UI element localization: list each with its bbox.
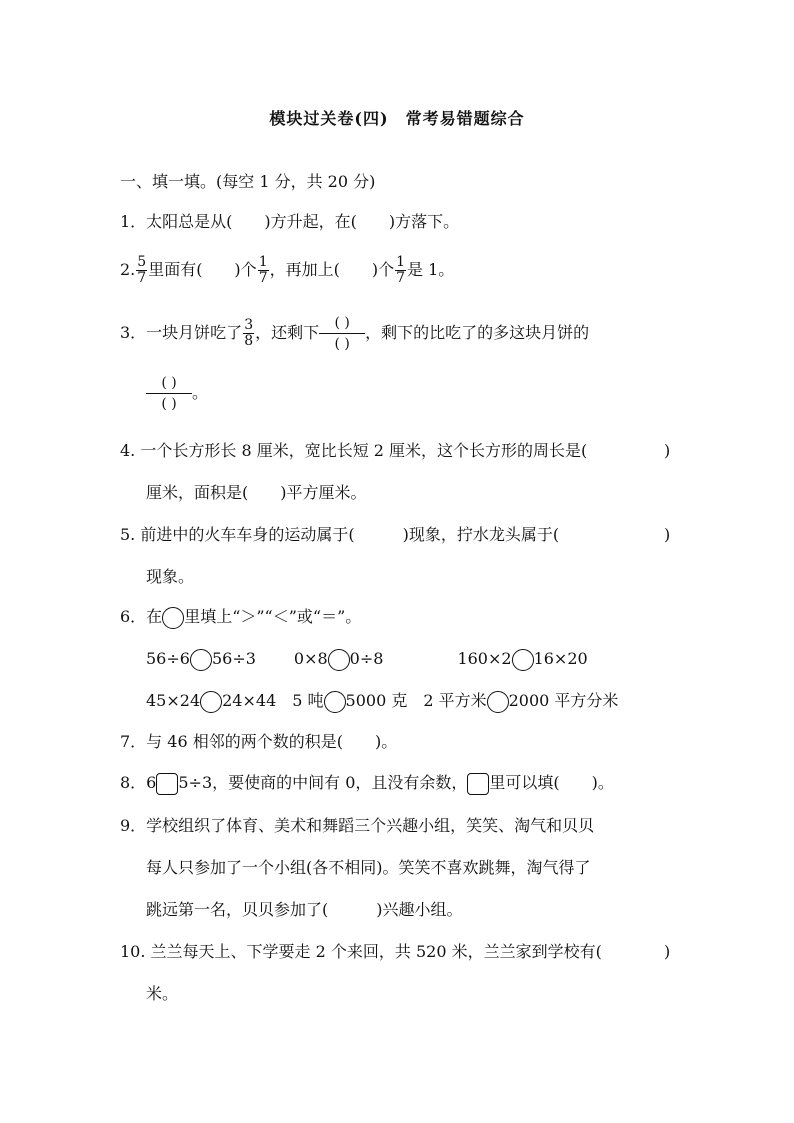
- fraction: $\frac{3}{8}$: [244, 317, 254, 349]
- comparison-circle[interactable]: [162, 607, 184, 629]
- question-9-cont: 跳远第一名，贝贝参加了( )兴趣小组。: [146, 900, 463, 919]
- question-3-cont: $\frac{( )}{( )}$ 。: [146, 373, 208, 414]
- digit-box[interactable]: [467, 773, 489, 795]
- fraction: $\frac{1}{7}$: [396, 254, 406, 286]
- question-9: 9．学校组织了体育、美术和舞蹈三个兴趣小组，笑笑、淘气和贝贝: [120, 816, 595, 835]
- comparison-circle[interactable]: [487, 691, 509, 713]
- question-10-cont: 米。: [146, 984, 179, 1003]
- question-10: 10. 兰兰每天上、下学要走 2 个来回，共 520 米，兰兰家到学校有(: [120, 942, 602, 961]
- comparison-circle[interactable]: [200, 691, 222, 713]
- question-9-cont: 每人只参加了一个小组(各不相同)。笑笑不喜欢跳舞，淘气得了: [146, 858, 591, 877]
- question-7: 7．与 46 相邻的两个数的积是( )。: [120, 732, 398, 751]
- fraction: $\frac{1}{7}$: [258, 254, 268, 286]
- comparison-circle[interactable]: [512, 649, 534, 671]
- question-1: 1．太阳总是从( )方升起，在( )方落下。: [120, 212, 460, 231]
- compare-row-2: 45×24 24×44 5 吨 5000 克 2 平方米 2000 平方分米: [146, 690, 618, 713]
- paren-close: ): [664, 525, 671, 544]
- question-5: 5. 前进中的火车车身的运动属于( )现象，拧水龙头属于(: [120, 525, 560, 544]
- question-5-cont: 现象。: [146, 567, 195, 586]
- question-3: 3．一块月饼吃了 $\frac{3}{8}$ ，还剩下 $\frac{( )}{( )}$ ，剩下的比吃了的多这块月饼的: [120, 315, 590, 352]
- blank-fraction: $\frac{( )}{( )}$: [146, 373, 192, 414]
- digit-box[interactable]: [156, 773, 178, 795]
- question-8: 8．6 5÷3，要使商的中间有 0，且没有余数， 里可以填( )。: [120, 772, 614, 795]
- question-2: 2. $\frac{5}{7}$ 里面有( )个 $\frac{1}{7}$ ，再加上( )个 $\frac{1}{7}$ 是 1。: [120, 254, 455, 286]
- blank-fraction: $\frac{( )}{( )}$: [319, 313, 365, 354]
- paren-close: ): [664, 441, 671, 460]
- question-number: 2.: [120, 260, 136, 279]
- question-6: 6．在 里填上“＞”“＜”或“＝”。: [120, 606, 361, 629]
- compare-row-1: 56÷6 56÷3 0×8 0÷8 160×2 16×20: [146, 648, 588, 671]
- comparison-circle[interactable]: [190, 649, 212, 671]
- page-title: 模块过关卷(四) 常考易错题综合: [269, 109, 525, 128]
- question-4-cont: 厘米，面积是( )平方厘米。: [146, 483, 367, 502]
- section-heading: 一、填一填。(每空 1 分，共 20 分): [120, 172, 376, 191]
- fraction: $\frac{5}{7}$: [137, 254, 147, 286]
- paren-close: ): [664, 942, 671, 961]
- comparison-circle[interactable]: [324, 691, 346, 713]
- comparison-circle[interactable]: [328, 649, 350, 671]
- question-4: 4. 一个长方形长 8 厘米，宽比长短 2 厘米，这个长方形的周长是(: [120, 441, 588, 460]
